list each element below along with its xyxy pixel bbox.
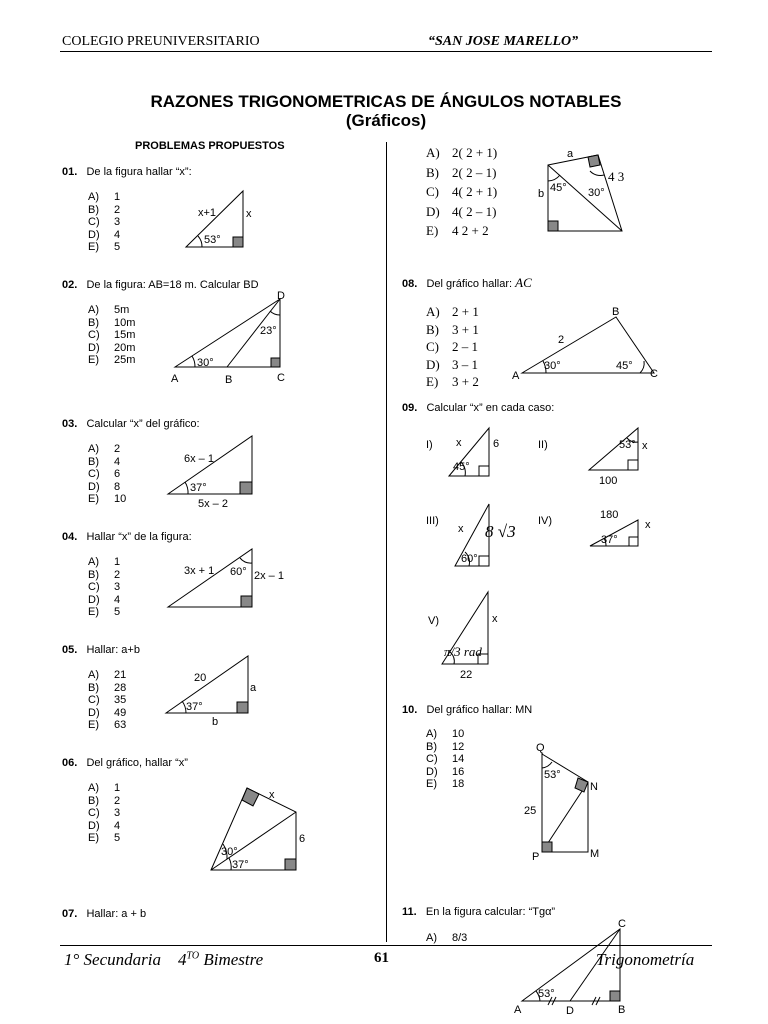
page-number: 61 <box>374 950 389 966</box>
svg-text:x: x <box>458 523 464 535</box>
option-value: 4( 2 + 1) <box>452 184 498 199</box>
option-item <box>88 456 126 469</box>
problem-05: 05. Hallar: a+b <box>62 644 140 656</box>
svg-text:P: P <box>532 851 540 863</box>
option-item <box>88 229 120 242</box>
option-value: 2 <box>114 568 121 581</box>
options-02 <box>88 304 135 367</box>
svg-text:30°: 30° <box>221 846 238 858</box>
figure-09-ii <box>583 424 663 486</box>
case-iii-label: III) <box>426 515 439 527</box>
option-item <box>88 329 135 342</box>
problem-07: 07. Hallar: a + b <box>62 908 147 920</box>
option-letter: C) <box>88 581 100 593</box>
column-divider <box>386 142 387 942</box>
option-value: 2 + 1 <box>452 304 479 319</box>
option-item <box>88 354 135 367</box>
header-school: COLEGIO PREUNIVERSITARIO <box>62 34 260 49</box>
option-letter: E) <box>88 493 99 505</box>
option-letter: D) <box>88 593 100 606</box>
option-value: 4 <box>114 819 121 832</box>
option-value: 20m <box>114 341 136 354</box>
option-value: 3 <box>114 581 121 593</box>
option-letter: C) <box>88 216 100 228</box>
option-letter: C) <box>426 339 439 354</box>
option-item <box>88 191 120 204</box>
option-value: 18 <box>452 778 465 790</box>
options-11 <box>426 932 467 945</box>
svg-text:25: 25 <box>524 805 537 817</box>
option-value: 4 2 + 2 <box>452 223 489 238</box>
svg-text:53°: 53° <box>538 988 555 1000</box>
option-value: 49 <box>114 706 127 719</box>
option-item <box>88 694 126 707</box>
option-letter: C) <box>88 329 100 341</box>
option-value: 63 <box>114 719 127 731</box>
option-value: 2 <box>114 203 121 216</box>
option-letter: E) <box>426 223 439 238</box>
svg-text:b: b <box>538 188 545 200</box>
figure-09-v <box>436 590 516 680</box>
option-item <box>88 241 120 254</box>
option-letter: E) <box>426 374 439 389</box>
options-01 <box>88 191 120 254</box>
option-value: 5m <box>114 304 130 316</box>
svg-text:A: A <box>171 373 179 385</box>
option-letter: C) <box>426 753 438 765</box>
option-value: 25m <box>114 354 136 366</box>
option-letter: A) <box>88 443 99 455</box>
option-letter: C) <box>88 807 100 819</box>
svg-text:6: 6 <box>299 833 306 845</box>
header-rule <box>60 51 712 52</box>
svg-text:2: 2 <box>558 334 565 346</box>
svg-text:x: x <box>645 519 651 531</box>
svg-text:22: 22 <box>460 669 473 680</box>
option-letter: B) <box>88 455 99 468</box>
svg-text:60°: 60° <box>461 553 478 565</box>
option-item <box>88 669 126 682</box>
option-value: 10m <box>114 316 136 329</box>
option-letter: D) <box>426 356 440 372</box>
option-item <box>426 321 479 339</box>
option-letter: B) <box>88 203 99 216</box>
case-ii-label: II) <box>538 439 548 451</box>
option-letter: D) <box>88 819 100 832</box>
option-letter: E) <box>88 832 99 844</box>
option-item <box>88 682 126 695</box>
option-letter: D) <box>88 480 100 493</box>
figure-07 <box>530 145 645 237</box>
svg-text:b: b <box>212 716 219 728</box>
option-item <box>88 807 120 820</box>
svg-text:37°: 37° <box>232 859 249 871</box>
option-value: 4 <box>114 455 121 468</box>
svg-text:B: B <box>618 1004 626 1016</box>
svg-text:C: C <box>277 372 285 384</box>
option-letter: D) <box>426 203 440 219</box>
option-value: 15m <box>114 329 136 341</box>
option-value: 1 <box>114 191 121 203</box>
option-item <box>88 342 135 355</box>
svg-text:x: x <box>642 440 648 452</box>
svg-text:6x – 1: 6x – 1 <box>184 453 214 465</box>
option-letter: A) <box>426 932 437 944</box>
options-05 <box>88 669 126 732</box>
svg-text:180: 180 <box>600 509 619 521</box>
figure-03 <box>160 432 260 512</box>
option-letter: B) <box>426 740 437 753</box>
problem-03: 03. Calcular “x” del gráfico: <box>62 418 200 430</box>
svg-text:Q: Q <box>536 742 545 754</box>
option-item <box>426 338 479 356</box>
svg-text:100: 100 <box>599 475 618 486</box>
option-letter: A) <box>426 304 440 319</box>
option-item <box>88 556 120 569</box>
option-value: 4 <box>114 593 121 606</box>
option-value: 3 <box>114 807 121 819</box>
option-letter: A) <box>426 145 440 160</box>
option-item <box>88 216 120 229</box>
figure-08 <box>508 303 668 383</box>
option-item <box>88 581 120 594</box>
svg-text:20: 20 <box>194 672 207 684</box>
option-value: 2( 2 – 1) <box>452 164 497 180</box>
option-item <box>426 753 464 766</box>
option-item <box>88 493 126 506</box>
option-item <box>88 832 120 845</box>
svg-text:π/3 rad: π/3 rad <box>444 644 482 659</box>
option-letter: C) <box>88 694 100 706</box>
svg-text:C: C <box>618 918 626 930</box>
problem-10: 10. Del gráfico hallar: MN <box>402 704 533 716</box>
option-item <box>88 820 120 833</box>
option-letter: E) <box>88 719 99 731</box>
problem-01: 01. De la figura hallar “x”: <box>62 166 192 178</box>
option-value: 8/3 <box>452 932 468 944</box>
option-item <box>88 606 120 619</box>
option-letter: D) <box>88 706 100 719</box>
options-03 <box>88 443 126 506</box>
figure-01 <box>180 185 270 250</box>
option-letter: A) <box>426 728 437 740</box>
option-value: 2 <box>114 443 121 455</box>
figure-02 <box>165 289 300 387</box>
option-value: 16 <box>452 765 465 778</box>
svg-text:a: a <box>567 148 574 160</box>
option-value: 14 <box>452 753 465 765</box>
option-item <box>426 202 497 222</box>
option-item <box>426 163 497 183</box>
svg-text:M: M <box>590 848 600 860</box>
svg-text:C: C <box>650 368 658 380</box>
option-item <box>426 373 479 391</box>
problem-08: 08. Del gráfico hallar: AC <box>402 275 532 290</box>
option-value: 1 <box>114 782 121 794</box>
option-letter: E) <box>88 354 99 366</box>
svg-text:5x – 2: 5x – 2 <box>198 498 228 510</box>
svg-text:45°: 45° <box>550 182 567 194</box>
option-letter: B) <box>426 164 439 180</box>
option-letter: E) <box>88 606 99 618</box>
option-value: 2( 2 + 1) <box>452 145 498 160</box>
svg-text:30°: 30° <box>544 360 561 372</box>
figure-04 <box>160 545 295 615</box>
svg-text:B: B <box>612 306 620 318</box>
svg-text:53°: 53° <box>204 234 221 246</box>
svg-text:37°: 37° <box>190 482 207 494</box>
svg-text:53°: 53° <box>619 439 636 451</box>
svg-text:30°: 30° <box>588 187 605 199</box>
header-college-name: “SAN JOSE MARELLO” <box>428 34 579 49</box>
problem-04: 04. Hallar “x” de la figura: <box>62 531 192 543</box>
figure-09-iii <box>445 500 525 570</box>
option-value: 2 – 1 <box>452 339 478 354</box>
svg-text:B: B <box>225 374 233 386</box>
case-iv-label: IV) <box>538 515 553 527</box>
option-value: 3 – 1 <box>452 356 478 372</box>
option-value: 12 <box>452 740 465 753</box>
option-letter: B) <box>88 316 99 329</box>
option-item <box>426 303 479 321</box>
option-item <box>88 569 120 582</box>
svg-text:23°: 23° <box>260 325 277 337</box>
option-item <box>88 719 126 732</box>
option-value: 21 <box>114 669 127 681</box>
svg-text:45°: 45° <box>616 360 633 372</box>
option-letter: D) <box>88 341 100 354</box>
option-item <box>88 468 126 481</box>
option-letter: B) <box>88 568 99 581</box>
option-value: 28 <box>114 681 127 694</box>
svg-text:4 3: 4 3 <box>608 169 625 184</box>
option-letter: E) <box>426 778 437 790</box>
option-letter: D) <box>88 228 100 241</box>
option-item <box>426 143 497 163</box>
option-item <box>426 356 479 374</box>
option-value: 3 + 2 <box>452 374 479 389</box>
option-value: 35 <box>114 694 127 706</box>
svg-text:8 √3: 8 √3 <box>485 522 516 541</box>
svg-text:3x + 1: 3x + 1 <box>184 565 215 577</box>
figure-09-iv <box>586 504 666 552</box>
figure-09-i <box>443 424 513 482</box>
option-item <box>88 707 126 720</box>
option-item <box>88 317 135 330</box>
option-letter: A) <box>88 304 99 316</box>
svg-text:53°: 53° <box>544 769 561 781</box>
option-item <box>88 443 126 456</box>
option-letter: D) <box>426 765 438 778</box>
option-value: 8 <box>114 480 121 493</box>
option-value: 3 + 1 <box>452 321 479 337</box>
option-value: 4( 2 – 1) <box>452 203 497 219</box>
option-letter: C) <box>88 468 100 480</box>
page-title: RAZONES TRIGONOMETRICAS DE ÁNGULOS NOTABLES <box>150 92 622 111</box>
problem-06: 06. Del gráfico, hallar “x” <box>62 757 188 769</box>
figure-10 <box>520 738 615 863</box>
option-value: 10 <box>452 728 465 740</box>
svg-text:D: D <box>566 1005 574 1017</box>
option-letter: B) <box>426 321 439 337</box>
page-subtitle: (Gráficos) <box>345 111 427 130</box>
svg-text:N: N <box>590 781 598 793</box>
option-item <box>426 182 497 202</box>
option-item <box>88 204 120 217</box>
option-value: 1 <box>114 556 121 568</box>
section-title: PROBLEMAS PROPUESTOS <box>135 140 285 152</box>
svg-text:x: x <box>492 613 498 625</box>
case-i-label: I) <box>426 439 433 451</box>
option-item <box>88 304 135 317</box>
option-item <box>426 221 497 241</box>
svg-text:x+1: x+1 <box>198 207 217 219</box>
option-item <box>426 766 464 779</box>
options-07 <box>426 143 497 241</box>
figure-06 <box>205 782 325 874</box>
option-letter: A) <box>88 782 99 794</box>
problem-09: 09. Calcular “x” en cada caso: <box>402 402 555 414</box>
problem-11: 11. En la figura calcular: “Tgα” <box>402 906 556 918</box>
option-value: 2 <box>114 794 121 807</box>
svg-text:A: A <box>512 370 520 382</box>
option-item <box>426 778 464 791</box>
options-10 <box>426 728 464 791</box>
option-letter: A) <box>88 556 99 568</box>
svg-text:37°: 37° <box>601 534 618 546</box>
option-letter: A) <box>88 669 99 681</box>
option-letter: B) <box>88 681 99 694</box>
svg-text:30°: 30° <box>197 357 214 369</box>
option-item <box>426 932 467 945</box>
option-item <box>88 594 120 607</box>
option-item <box>88 782 120 795</box>
options-08 <box>426 303 479 391</box>
option-value: 6 <box>114 468 121 480</box>
svg-text:45°: 45° <box>453 461 470 473</box>
svg-text:2x – 1: 2x – 1 <box>254 570 284 582</box>
option-letter: E) <box>88 241 99 253</box>
svg-text:x: x <box>246 208 252 220</box>
option-value: 10 <box>114 493 127 505</box>
svg-text:x: x <box>269 789 275 801</box>
option-value: 3 <box>114 216 121 228</box>
footer-grade: 1° Secundaria $4^{TO}$ Bimestre <box>64 950 264 969</box>
option-letter: C) <box>426 184 439 199</box>
problem-02: 02. De la figura: AB=18 m. Calcular BD <box>62 279 259 291</box>
option-value: 5 <box>114 606 121 618</box>
option-letter: A) <box>88 191 99 203</box>
svg-text:A: A <box>514 1004 522 1016</box>
footer-rule <box>60 945 712 946</box>
case-v-label: V) <box>428 615 439 627</box>
option-value: 5 <box>114 832 121 844</box>
option-value: 5 <box>114 241 121 253</box>
svg-text:a: a <box>250 682 257 694</box>
option-item <box>426 728 464 741</box>
footer-subject: Trigonometría <box>596 950 695 969</box>
option-item <box>426 741 464 754</box>
svg-text:37°: 37° <box>186 701 203 713</box>
options-06 <box>88 782 120 845</box>
option-value: 4 <box>114 228 121 241</box>
option-item <box>88 481 126 494</box>
option-item <box>88 795 120 808</box>
svg-text:60°: 60° <box>230 566 247 578</box>
svg-text:6: 6 <box>493 438 500 450</box>
option-letter: B) <box>88 794 99 807</box>
svg-text:x: x <box>456 437 462 449</box>
options-04 <box>88 556 120 619</box>
svg-text:D: D <box>277 290 285 302</box>
figure-05 <box>160 650 270 728</box>
